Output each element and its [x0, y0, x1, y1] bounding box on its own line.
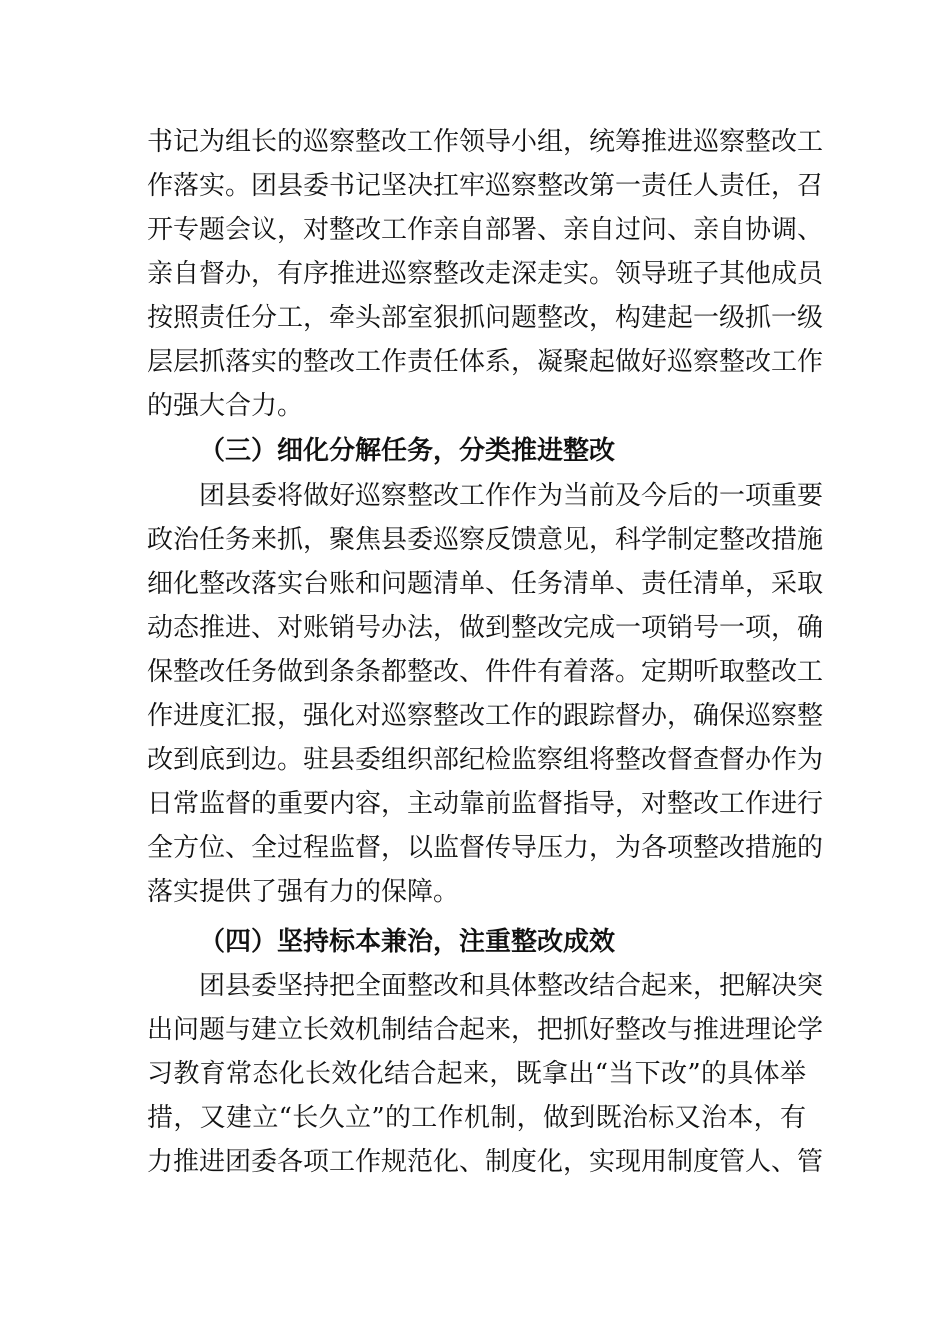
line-text: 团县委坚持把全面整改和具体整改结合起来，把解决突 — [199, 971, 824, 1001]
body-text-line — [0, 164, 950, 208]
line-text: 措，又建立“长久立”的工作机制，做到既治标又治本，有 — [147, 1103, 806, 1133]
body-text-line — [0, 650, 950, 694]
line-text: 的强大合力。 — [147, 391, 304, 421]
line-text: 改到底到边。驻县委组织部纪检监察组将整改督查督办作为 — [147, 745, 824, 775]
line-text: 作落实。团县委书记坚决扛牢巡察整改第一责任人责任，召 — [147, 171, 824, 201]
heading-text: （三）细化分解任务，分类推进整改 — [199, 436, 616, 466]
line-text: 亲自督办，有序推进巡察整改走深走实。领导班子其他成员 — [147, 259, 824, 289]
body-text-line — [0, 1008, 950, 1052]
heading-text: （四）坚持标本兼治，注重整改成效 — [199, 927, 616, 957]
line-text: 落实提供了强有力的保障。 — [147, 877, 460, 907]
line-text: 全方位、全过程监督，以监督传导压力，为各项整改措施的 — [147, 833, 824, 863]
body-text-line — [0, 1096, 950, 1140]
body-text-line — [0, 782, 950, 826]
line-text: 细化整改落实台账和问题清单、任务清单、责任清单，采取 — [147, 569, 824, 599]
line-text: 开专题会议，对整改工作亲自部署、亲自过问、亲自协调、 — [147, 215, 824, 245]
body-text-line — [0, 296, 950, 340]
line-text: 书记为组长的巡察整改工作领导小组，统筹推进巡察整改工 — [147, 127, 824, 157]
line-text: 政治任务来抓，聚焦县委巡察反馈意见，科学制定整改措施 — [147, 525, 824, 555]
line-text: 动态推进、对账销号办法，做到整改完成一项销号一项，确 — [147, 613, 824, 643]
line-text: 习教育常态化长效化结合起来，既拿出“当下改”的具体举 — [147, 1059, 806, 1089]
section-heading-4 — [0, 920, 950, 964]
line-text: 日常监督的重要内容，主动靠前监督指导，对整改工作进行 — [147, 789, 824, 819]
body-text-line — [0, 826, 950, 870]
line-text: 保整改任务做到条条都整改、件件有着落。定期听取整改工 — [147, 657, 824, 687]
body-text-line — [0, 562, 950, 606]
line-text: 团县委将做好巡察整改工作作为当前及今后的一项重要 — [199, 481, 824, 511]
line-text: 按照责任分工，牵头部室狠抓问题整改，构建起一级抓一级 — [147, 303, 824, 333]
line-text: 出问题与建立长效机制结合起来，把抓好整改与推进理论学 — [147, 1015, 824, 1045]
body-text-line — [0, 738, 950, 782]
body-text-line — [0, 518, 950, 562]
body-text-line — [0, 606, 950, 650]
body-text-line — [0, 1052, 950, 1096]
body-text-line — [0, 340, 950, 384]
line-text: 层层抓落实的整改工作责任体系，凝聚起做好巡察整改工作 — [147, 347, 824, 377]
body-text-line — [0, 384, 950, 428]
line-text: 力推进团委各项工作规范化、制度化，实现用制度管人、管 — [147, 1147, 824, 1177]
body-text-line — [0, 120, 950, 164]
body-text-line — [0, 208, 950, 252]
paragraph-first-line — [0, 474, 950, 518]
body-text-line — [0, 252, 950, 296]
body-text-line — [0, 1140, 950, 1184]
body-text-line — [0, 694, 950, 738]
body-text-line — [0, 870, 950, 914]
section-heading-3 — [0, 429, 950, 473]
line-text: 作进度汇报，强化对巡察整改工作的跟踪督办，确保巡察整 — [147, 701, 824, 731]
paragraph-first-line — [0, 964, 950, 1008]
